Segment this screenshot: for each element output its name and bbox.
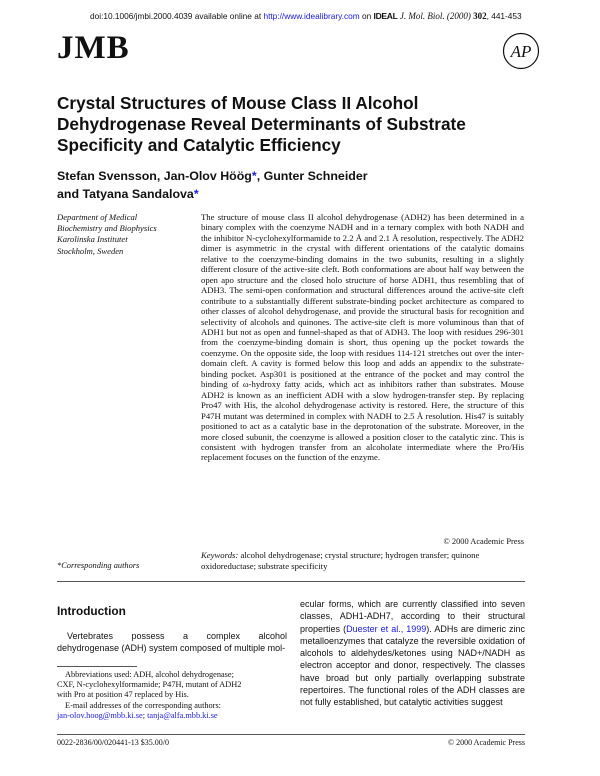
on-text: on — [359, 11, 374, 21]
footer-divider — [57, 734, 525, 735]
idealibrary-link[interactable]: http://www.idealibrary.com — [263, 11, 360, 21]
introduction-heading: Introduction — [57, 604, 126, 618]
keywords-label: Keywords: — [201, 550, 239, 560]
keywords-text: alcohol dehydrogenase; crystal structure; hydrogen transfer; quinone oxidoreductase; substrate specificity — [201, 550, 480, 571]
ideal-logo: IDEAL — [373, 11, 398, 21]
author-line-2: and Tatyana Sandalova — [57, 187, 194, 201]
corresponding-star-1[interactable]: * — [251, 169, 257, 183]
journal-pages: , 441-453 — [486, 11, 522, 21]
email-link-hoog[interactable]: jan-olov.hoog@mbb.ki.se — [57, 710, 143, 720]
doi-header — [90, 11, 522, 21]
abstract — [201, 212, 524, 463]
author-list — [57, 167, 497, 203]
journal-volume: 302 — [473, 11, 487, 21]
footer-copyright: © 2000 Academic Press — [448, 738, 525, 747]
intro-right-part2: ). ADHs are dimeric zinc metalloenzymes that catalyze the reversible oxidation of alcohols to aldehydes/ketones using NAD+/NADH as electron acceptor and donor, respectively. The classes have broad but only partially overlapping substrate repertoires. The functional roles of the ADH classes are not fully established, but catalytic activities suggest — [300, 623, 525, 707]
affiliation-line: Stockholm, Sweden — [57, 245, 124, 256]
affiliation-line: Department of Medical — [57, 212, 138, 222]
introduction-left-text — [57, 630, 287, 654]
abstract-copyright: © 2000 Academic Press — [443, 537, 524, 546]
author-line-1b: , Gunter Schneider — [256, 169, 368, 183]
affiliation-line: Biochemistry and Biophysics — [57, 223, 157, 234]
corresponding-star-2[interactable]: * — [193, 187, 199, 201]
footnotes — [57, 670, 289, 721]
email-link-tanja[interactable]: tanja@alfa.mbb.ki.se — [147, 710, 218, 720]
abbreviations-line: CXF, N-cyclohexylformamide; P47H, mutant of ADH2 — [57, 680, 242, 690]
author-line-1a: Stefan Svensson, Jan-Olov Höög — [57, 169, 252, 183]
journal-year: (2000) — [444, 11, 474, 21]
intro-right-part1: ecular forms, which are currently classified into seven classes, ADH1-ADH7, according to their structural properties ( — [300, 599, 525, 634]
footer-code: 0022-2836/00/020441-13 $35.00/0 — [57, 738, 169, 747]
email-label: E-mail addresses of the corresponding authors: — [65, 700, 221, 710]
introduction-right-text — [300, 598, 525, 708]
corresponding-authors-note: *Corresponding authors — [57, 561, 140, 570]
abstract-text: The structure of mouse class II alcohol dehydrogenase (ADH2) has been determined in a binary complex with the coenzyme NADH and in a ternary complex with both NADH and the inhibitor N-cyclohexylformamide to 2.2 Å and 2.1 Å resolution, respectively. The ADH2 dimer is asymmetric in the crystal with different orientations of the catalytic domains relative to the coenzyme-binding domains in the two subunits, resulting in a slightly different closure of the active-site cleft. Both conformations are about half way between the open apo structure and the closed holo structure of horse ADH1, thus resembling that of ADH3. The semi-open conformation and structural differences around the active-site cleft contribute to a substantially different substrate-binding pocket architecture as compared to other classes of alcohol dehydrogenase, and provide the structural basis for recognition and selectivity of alcohols and quinones. The active-site cleft is more voluminous than that of ADH1 but not as open and funnel-shaped as that of ADH3. The loop with residues 296-301 from the coenzyme-binding domain is short, thus opening up the pocket towards the coenzyme. On the opposite side, the loop with residues 114-121 stretches out over the inter-domain cleft. A cavity is formed below this loop and adds an appendix to the substrate-binding pocket. Asp301 is positioned at the entrance of the pocket and may control the binding of ω-hydroxy fatty acids, which act as inhibitors rather than substrates. Mouse ADH2 is known as an inefficient ADH with a slow hydrogen-transfer step. By replacing Pro47 with His, the alcohol dehydrogenase activity is restored. Here, the structure of this P47H mutant was determined in complex with NADH to 2.5 Å resolution. His47 is suitably positioned to act as a catalytic base in the deprotonation of the substrate. Moreover, in the more closed subunit, the coenzyme is allowed a position closer to the catalytic zinc. This is consistent with hydrogen transfer from an alcoholate intermediate where the Pro/His replacement focuses on the function of the enzyme. — [201, 212, 524, 463]
footnote-rule — [57, 666, 137, 667]
abbreviations-line: Abbreviations used: ADH, alcohol dehydrogenase; — [65, 670, 234, 679]
email-separator: ; — [142, 710, 148, 720]
keywords — [201, 550, 524, 571]
academic-press-logo — [502, 32, 540, 70]
ap-logo-text: AP — [510, 42, 532, 61]
article-title: Crystal Structures of Mouse Class II Alcohol Dehydrogenase Reveal Determinants of Substrate Specificity and Catalytic Efficiency — [57, 93, 466, 155]
journal-name: J. Mol. Biol. — [399, 11, 445, 21]
doi-text: doi:10.1006/jmbi.2000.4039 available online at — [90, 11, 264, 21]
section-divider — [57, 581, 525, 582]
ap-logo-icon — [502, 32, 540, 70]
jmb-logo: JMB — [57, 30, 130, 66]
citation-link[interactable]: Duester et al., 1999 — [346, 623, 427, 634]
abbreviations-line: with Pro at position 47 replaced by His. — [57, 690, 189, 700]
affiliation-line: Karolinska Institutet — [57, 234, 128, 245]
intro-paragraph: Vertebrates possess a complex alcohol dehydrogenase (ADH) system composed of multiple mol- — [57, 631, 287, 654]
affiliation — [57, 212, 197, 257]
